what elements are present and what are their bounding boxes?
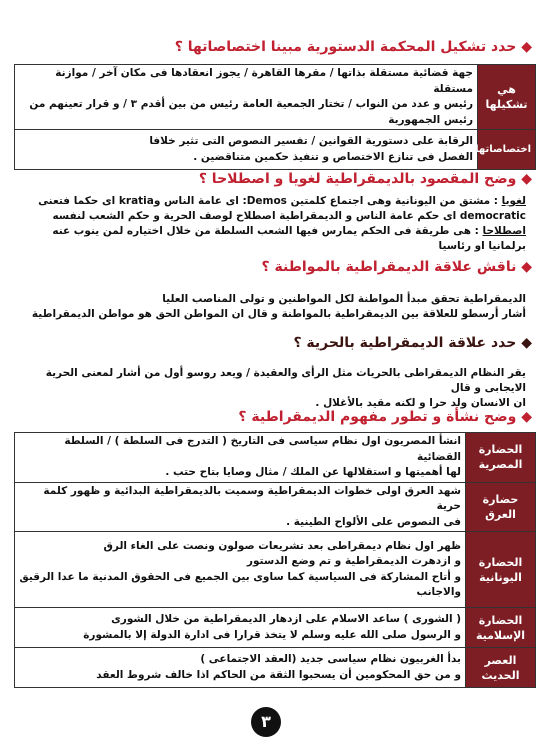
question-court-formation bbox=[18, 38, 532, 56]
table-row bbox=[15, 482, 536, 532]
row-line: و من حق المحكومين أن يسحبوا الثقة من الحاكم اذا خالف شروط العقد bbox=[96, 668, 461, 681]
row-line: الرقابة على دستورية القوانين / تفسير النصوص التى تثير خلافا bbox=[149, 135, 473, 147]
table-row bbox=[15, 130, 536, 170]
row-head: العصر الحديث bbox=[466, 648, 536, 688]
row-head: الحضارة اليونانية bbox=[466, 532, 536, 608]
question-democracy-freedom bbox=[18, 334, 532, 352]
row-body bbox=[15, 65, 478, 130]
row-head: هي تشكيلها bbox=[478, 65, 536, 130]
row-line: ( الشورى ) ساعد الاسلام على ازدهار الديمقراطية من خلال الشورى bbox=[111, 613, 461, 625]
definition-line: اصطلاحا : هى طريقة فى الحكم يمارس فيها الشعب السلطة من خلال اختياره لمن ينوب عنه برلمانيا او رئاسيا bbox=[52, 225, 526, 252]
row-head: حضارة العرق bbox=[466, 482, 536, 532]
table-row bbox=[15, 65, 536, 130]
row-line: و الرسول صلى الله عليه وسلم لا يتخذ قرارا فى ادارة الدولة إلا بالمشورة bbox=[83, 628, 461, 641]
freedom-text bbox=[18, 366, 526, 411]
question-text: وضح نشأة و تطور مفهوم الديمقراطية ؟ bbox=[238, 409, 517, 425]
paragraph-line: ان الانسان ولد حرا و لكنه مقيد بالأغلال . bbox=[315, 397, 526, 409]
row-body bbox=[15, 532, 466, 608]
row-line: رئيس و عدد من النواب / تختار الجمعية العامة رئيس من بين أقدم ٣ / و قرار تعينهم من رئيس الجمهورية bbox=[29, 98, 473, 126]
row-head: اختصاصاتها bbox=[478, 130, 536, 170]
row-line: فى النصوص على الألواح الطينية . bbox=[286, 515, 461, 528]
question-marker-icon: ◆ bbox=[521, 409, 532, 425]
table-row bbox=[15, 532, 536, 608]
row-body bbox=[15, 608, 466, 648]
question-democracy-citizenship bbox=[18, 258, 532, 276]
row-body bbox=[15, 648, 466, 688]
row-line: ظهر اول نظام ديمقراطى بعد تشريعات صولون ونصت على الغاء الرق bbox=[103, 539, 461, 552]
question-democracy-definition bbox=[18, 170, 532, 188]
question-text: وضح المقصود بالديمقراطية لغويا و اصطلاحا ؟ bbox=[198, 171, 517, 187]
row-line: و ازدهرت الديمقراطية و تم وضع الدستور bbox=[246, 555, 461, 567]
definition-line: لغويا : مشتق من اليونانية وهى اجتماع كلمتين Demos: اى عامة الناس وkratia اى حكما فتعنى bbox=[38, 195, 526, 207]
question-text: حدد علاقة الديمقراطية بالحرية ؟ bbox=[293, 335, 517, 351]
row-line: جهة قضائية مستقلة بذاتها / مقرها القاهرة / يجوز انعقادها فى مكان آخر / موازنة مستقلة bbox=[55, 67, 473, 95]
question-marker-icon: ◆ bbox=[521, 335, 532, 351]
row-line: لها أهميتها و استقلالها عن الملك / مثال وصايا بتاح حتب . bbox=[165, 466, 461, 478]
question-marker-icon: ◆ bbox=[521, 259, 532, 275]
row-body bbox=[15, 482, 466, 532]
table-row bbox=[15, 433, 536, 483]
question-marker-icon: ◆ bbox=[521, 171, 532, 187]
definition-label: لغويا bbox=[501, 195, 526, 207]
row-line: والاجانب bbox=[416, 586, 461, 598]
row-body bbox=[15, 433, 466, 483]
definition-label: اصطلاحا bbox=[482, 225, 526, 237]
row-line: شهد العرق اولى خطوات الديمقراطية وسميت بالديمقراطية البدائية و ظهور كلمة حرية bbox=[43, 484, 461, 512]
page-number: ٣ bbox=[251, 707, 281, 737]
democracy-definition-text bbox=[18, 194, 526, 254]
row-line: بدأ الغربيون نظام سياسى جديد (العقد الاجتماعى ) bbox=[200, 653, 461, 665]
definition-line: democratic اى حكم عامة الناس و الديمقراطية اصطلاح لوصف الحرية و حكم الشعب لنفسه bbox=[52, 210, 526, 222]
paragraph-line: يقر النظام الديمقراطى بالحريات مثل الرأى والعقيدة / ويعد روسو أول من أشار لمعنى الحرية الايجابى و قال bbox=[45, 367, 526, 394]
table-row bbox=[15, 608, 536, 648]
row-body bbox=[15, 130, 478, 170]
citizenship-text bbox=[18, 292, 526, 322]
row-line: الفصل فى تنازع الاختصاص و تنفيذ حكمين متناقضين . bbox=[193, 150, 473, 163]
question-text: حدد تشكيل المحكمة الدستورية مبينا اختصاصاتها ؟ bbox=[174, 39, 517, 55]
question-democracy-origins bbox=[18, 408, 532, 426]
paragraph-line: أشار أرسطو للعلاقة بين الديمقراطية بالمواطنة و قال ان المواطن الحق هو مواطن الديمقراطية bbox=[31, 308, 526, 320]
row-head: الحضارة المصرية bbox=[466, 433, 536, 483]
row-line: و أتاح المشاركة فى السياسية كما ساوى بين الجميع فى الحقوق المدنية ما عدا الرقيق bbox=[19, 570, 461, 583]
paragraph-line: الديمقراطية تحقق مبدأ المواطنة لكل المواطنين و تولى المناصب العليا bbox=[162, 293, 526, 305]
court-table bbox=[14, 64, 536, 170]
question-text: ناقش علاقة الديمقراطية بالمواطنة ؟ bbox=[261, 259, 517, 275]
question-marker-icon: ◆ bbox=[521, 39, 532, 55]
table-row bbox=[15, 648, 536, 688]
origins-table bbox=[14, 432, 536, 688]
row-head: الحضارة الإسلامية bbox=[466, 608, 536, 648]
row-line: انشأ المصريون اول نظام سياسى فى التاريخ ( التدرج فى السلطة ) / السلطة القضائية bbox=[64, 435, 461, 463]
